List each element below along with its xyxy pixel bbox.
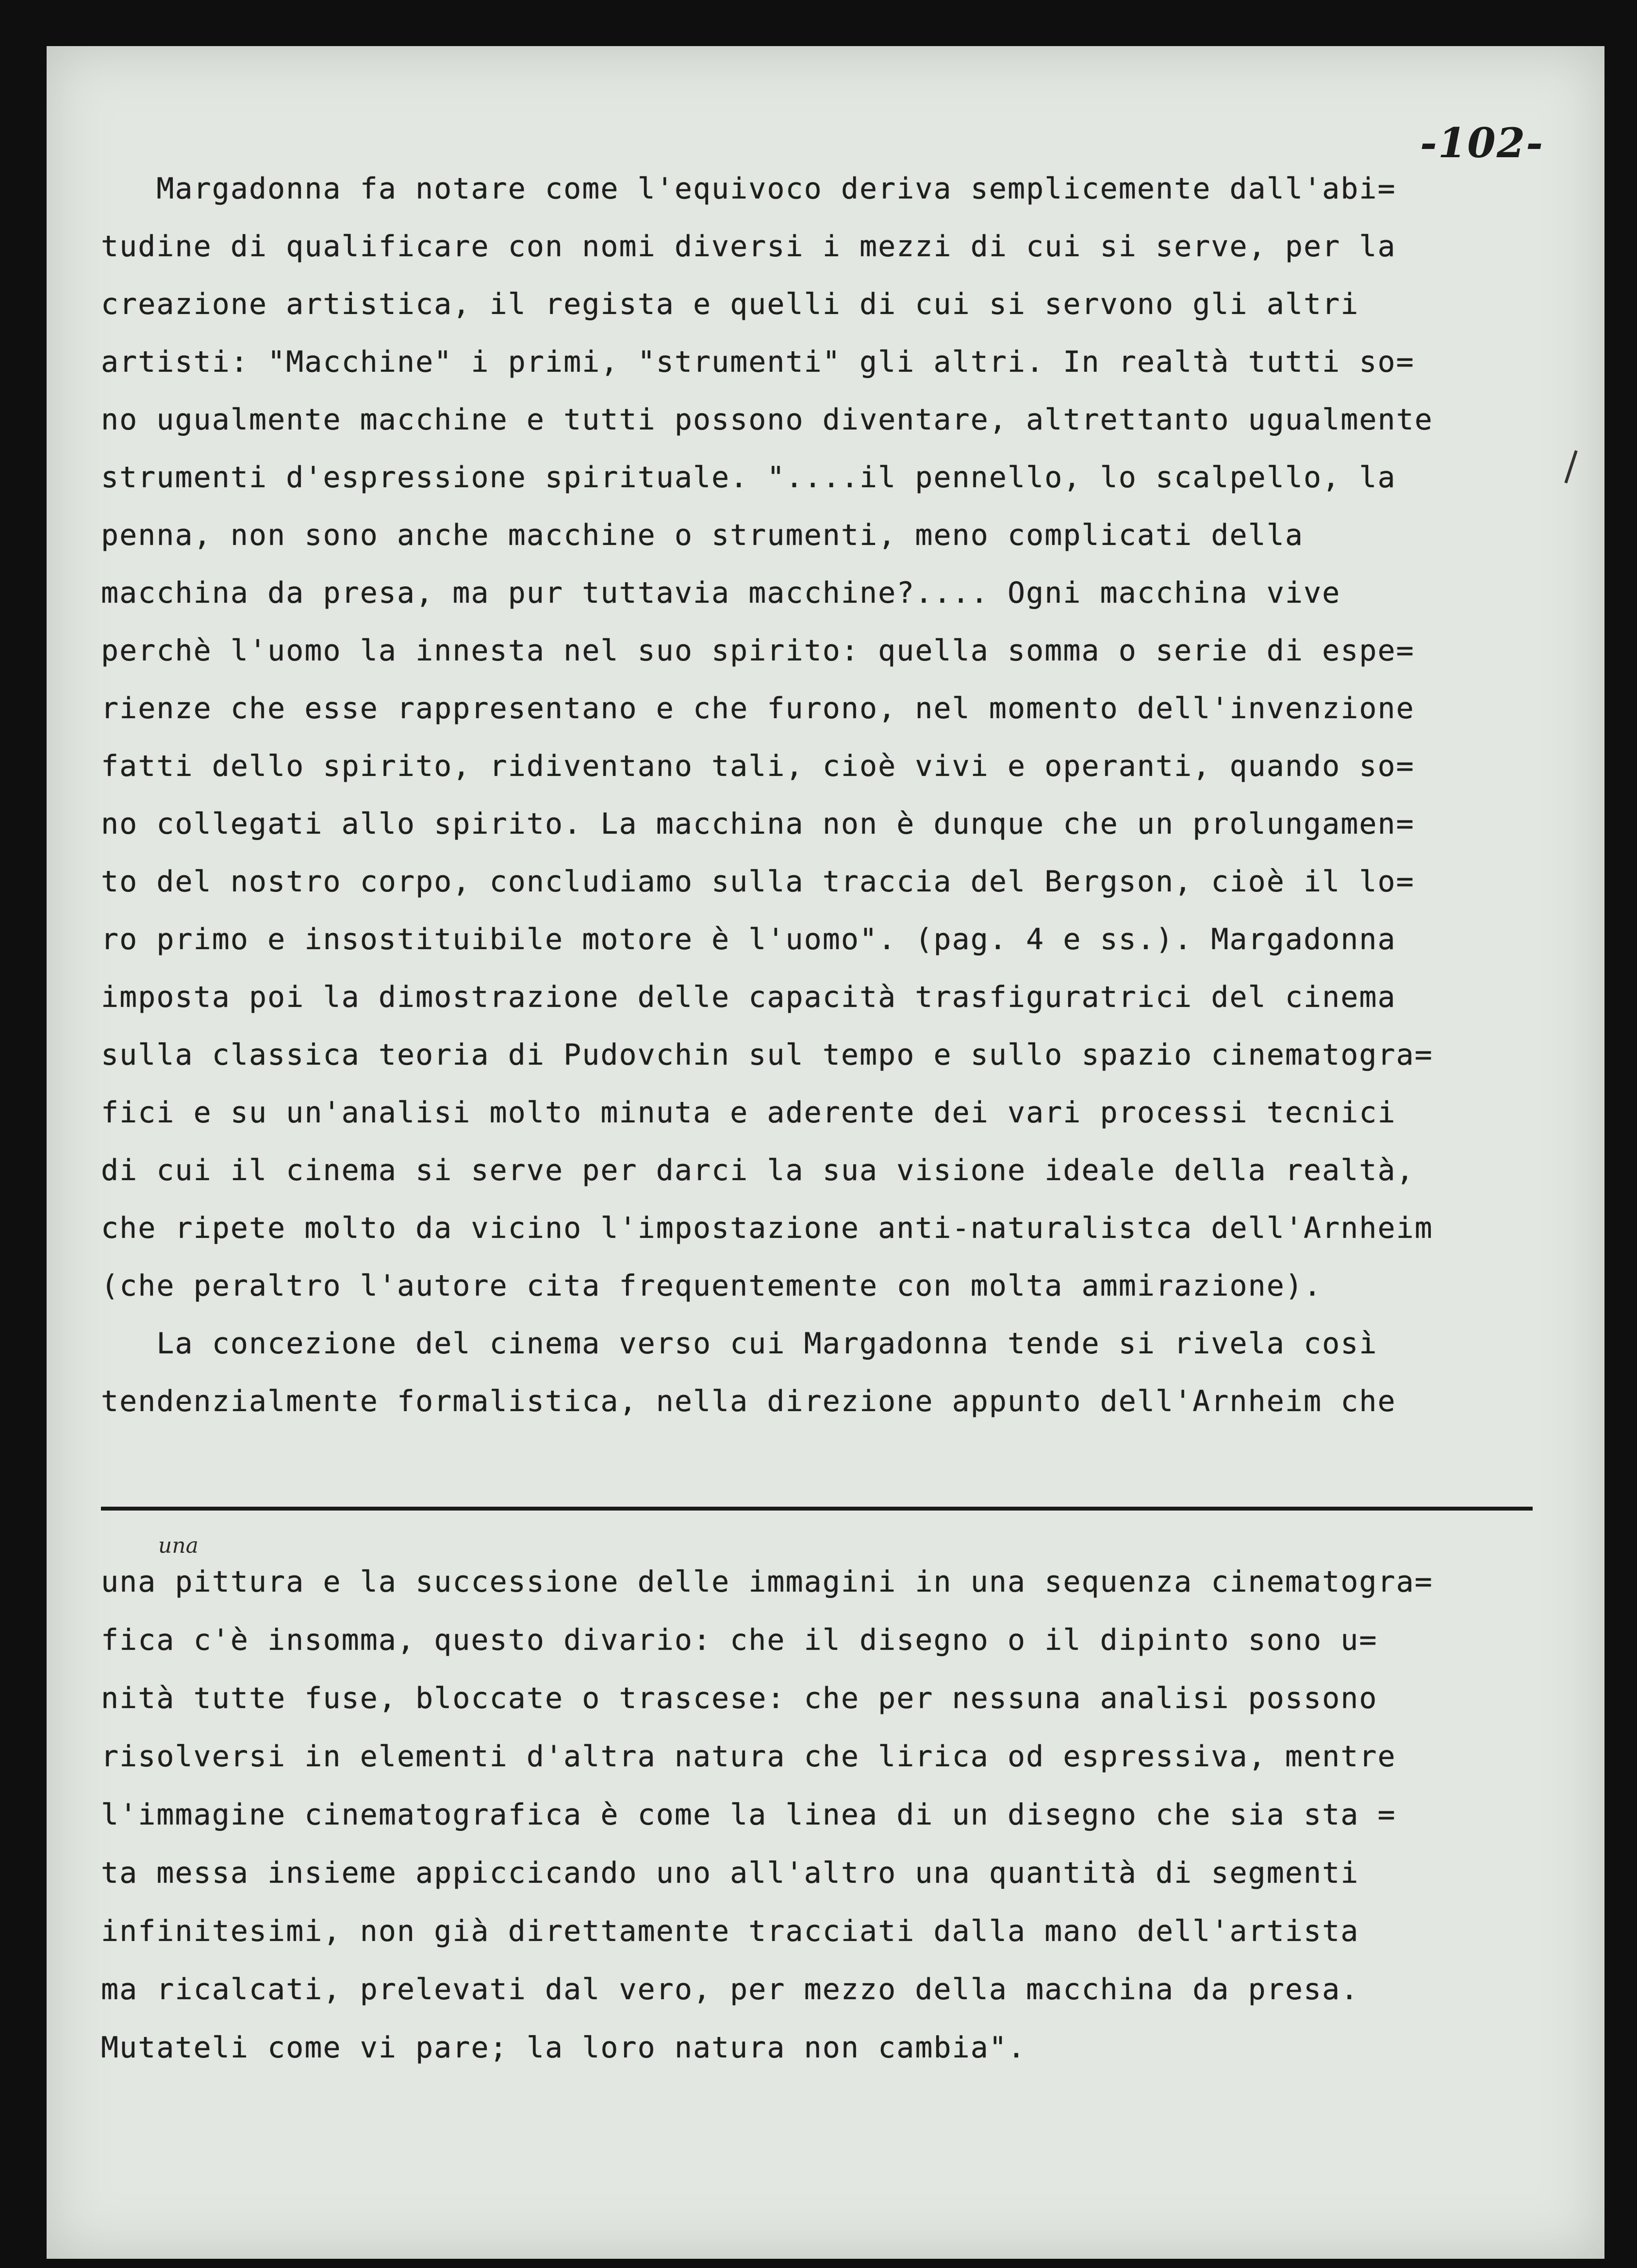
text-line: La concezione del cinema verso cui Margadonna tende si rivela così — [101, 1327, 1378, 1361]
footnote-divider — [101, 1507, 1533, 1511]
text-line: no collegati allo spirito. La macchina non è dunque che un prolungamen= — [101, 807, 1415, 841]
footnote-line: una pittura e la successione delle immagini in una sequenza cinematogra= — [101, 1565, 1433, 1599]
text-line: penna, non sono anche macchine o strumenti, meno complicati della — [101, 518, 1304, 552]
text-line: di cui il cinema si serve per darci la sua visione ideale della realtà, — [101, 1153, 1415, 1187]
margin-pencil-mark — [1564, 450, 1577, 483]
text-line: che ripete molto da vicino l'impostazione anti-naturalistca dell'Arnheim — [101, 1211, 1433, 1245]
text-line: imposta poi la dimostrazione delle capacità trasfiguratrici del cinema — [101, 980, 1396, 1014]
footnote-line: Mutateli come vi pare; la loro natura non cambia". — [101, 2031, 1026, 2065]
text-line: fici e su un'analisi molto minuta e aderente dei vari processi tecnici — [101, 1096, 1396, 1130]
handwritten-annotation: una — [158, 1533, 198, 1558]
footnote-block — [101, 1553, 1557, 2077]
typewritten-page — [47, 46, 1604, 2259]
text-line: sulla classica teoria di Pudovchin sul tempo e sullo spazio cinematogra= — [101, 1038, 1433, 1072]
text-line: Margadonna fa notare come l'equivoco deriva semplicemente dall'abi= — [101, 172, 1396, 206]
text-line: strumenti d'espressione spirituale. "....il pennello, lo scalpello, la — [101, 460, 1396, 494]
text-line: tudine di qualificare con nomi diversi i mezzi di cui si serve, per la — [101, 230, 1396, 263]
footnote-line: infinitesimi, non già direttamente tracciati dalla mano dell'artista — [101, 1914, 1359, 1948]
main-text-block — [101, 160, 1552, 1430]
page-number: -102- — [1420, 119, 1544, 167]
text-line: fatti dello spirito, ridiventano tali, cioè vivi e operanti, quando so= — [101, 749, 1415, 783]
text-line: no ugualmente macchine e tutti possono diventare, altrettanto ugualmente — [101, 403, 1433, 437]
footnote-line: l'immagine cinematografica è come la linea di un disegno che sia sta = — [101, 1798, 1396, 1832]
text-line: creazione artistica, il regista e quelli di cui si servono gli altri — [101, 287, 1359, 321]
text-line: artisti: "Macchine" i primi, "strumenti" gli altri. In realtà tutti so= — [101, 345, 1415, 379]
text-line: ro primo e insostituibile motore è l'uomo". (pag. 4 e ss.). Margadonna — [101, 922, 1396, 956]
text-line: perchè l'uomo la innesta nel suo spirito: quella somma o serie di espe= — [101, 634, 1415, 668]
text-line: rienze che esse rappresentano e che furono, nel momento dell'invenzione — [101, 691, 1415, 725]
text-line: to del nostro corpo, concludiamo sulla traccia del Bergson, cioè il lo= — [101, 865, 1415, 899]
footnote-line: risolversi in elementi d'altra natura che lirica od espressiva, mentre — [101, 1740, 1396, 1774]
footnote-line: fica c'è insomma, questo divario: che il disegno o il dipinto sono u= — [101, 1623, 1378, 1657]
text-line: macchina da presa, ma pur tuttavia macchine?.... Ogni macchina vive — [101, 576, 1341, 610]
footnote-line: nità tutte fuse, bloccate o trascese: che per nessuna analisi possono — [101, 1681, 1378, 1715]
text-line: (che peraltro l'autore cita frequentemente con molta ammirazione). — [101, 1269, 1323, 1303]
footnote-line: ma ricalcati, prelevati dal vero, per mezzo della macchina da presa. — [101, 1972, 1359, 2006]
text-line: tendenzialmente formalistica, nella direzione appunto dell'Arnheim che — [101, 1384, 1396, 1418]
footnote-line: ta messa insieme appiccicando uno all'altro una quantità di segmenti — [101, 1856, 1359, 1890]
